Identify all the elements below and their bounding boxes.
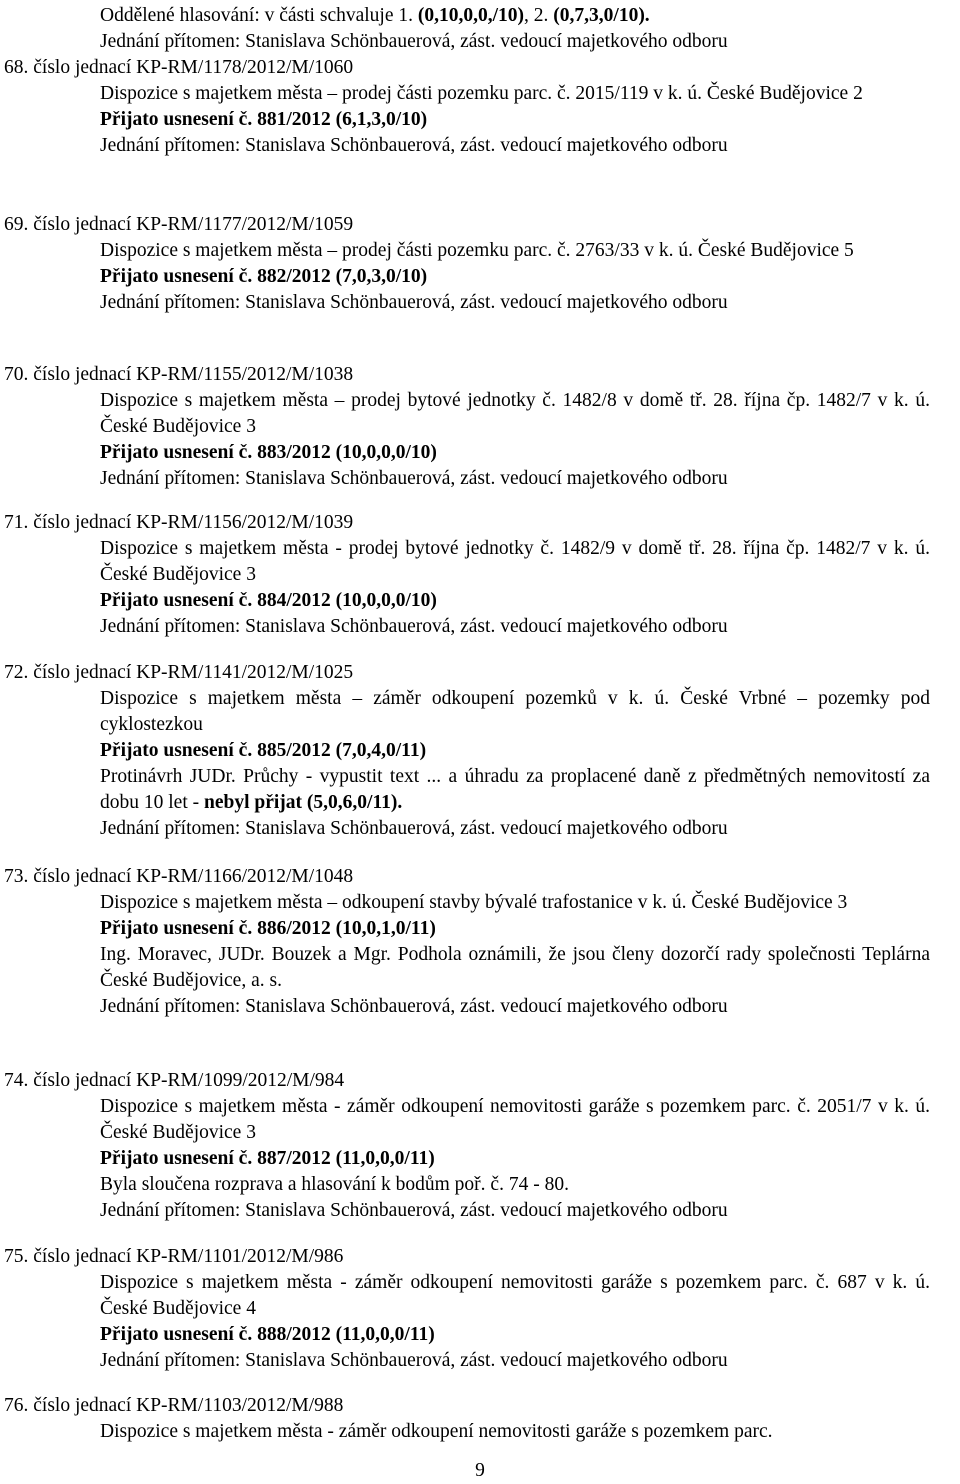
reference-number: číslo jednací KP-RM/1155/2012/M/1038 bbox=[33, 364, 354, 385]
item-number: 75. bbox=[4, 1246, 29, 1267]
presence-line: Jednání přítomen: Stanislava Schönbauerová, zást. vedoucí majetkového odboru bbox=[100, 996, 728, 1017]
item-description: Dispozice s majetkem města - záměr odkoupení nemovitosti garáže s pozemkem parc. bbox=[100, 1421, 773, 1442]
separate-voting-separator: , 2. bbox=[524, 5, 554, 26]
separate-voting-result-1: (0,10,0,0,/10) bbox=[417, 5, 525, 26]
reference-number: číslo jednací KP-RM/1103/2012/M/988 bbox=[33, 1395, 344, 1416]
item-number: 71. bbox=[4, 512, 29, 533]
item-number: 74. bbox=[4, 1070, 29, 1091]
agenda-item-71 bbox=[0, 510, 960, 640]
separate-voting-result-2: (0,7,3,0/10). bbox=[553, 5, 650, 26]
reference-number: číslo jednací KP-RM/1101/2012/M/986 bbox=[33, 1246, 344, 1267]
resolution: Přijato usnesení č. 887/2012 (11,0,0,0/11) bbox=[100, 1148, 435, 1169]
agenda-item-72 bbox=[0, 660, 960, 842]
agenda-item-70 bbox=[0, 362, 960, 492]
declaration-note: Ing. Moravec, JUDr. Bouzek a Mgr. Podhola oznámili, že jsou členy dozorčí rady společnosti Teplárna České Budějovice, a. s. bbox=[100, 944, 930, 991]
item-number: 76. bbox=[4, 1395, 29, 1416]
resolution: Přijato usnesení č. 886/2012 (10,0,1,0/11) bbox=[100, 918, 436, 939]
agenda-item-68 bbox=[0, 55, 960, 159]
item-description: Dispozice s majetkem města - záměr odkoupení nemovitosti garáže s pozemkem parc. č. 2051/7 v k. ú. České Budějovice 3 bbox=[100, 1096, 930, 1143]
merged-debate-note: Byla sloučena rozprava a hlasování k bodům poř. č. 74 - 80. bbox=[100, 1174, 569, 1195]
agenda-item-76 bbox=[0, 1393, 960, 1445]
presence-line: Jednání přítomen: Stanislava Schönbauerová, zást. vedoucí majetkového odboru bbox=[100, 616, 728, 637]
reference-number: číslo jednací KP-RM/1156/2012/M/1039 bbox=[33, 512, 354, 533]
presence-line: Jednání přítomen: Stanislava Schönbauerová, zást. vedoucí majetkového odboru bbox=[100, 1200, 728, 1221]
presence-line: Jednání přítomen: Stanislava Schönbauerová, zást. vedoucí majetkového odboru bbox=[100, 31, 728, 52]
resolution: Přijato usnesení č. 882/2012 (7,0,3,0/10) bbox=[100, 266, 428, 287]
presence-line: Jednání přítomen: Stanislava Schönbauerová, zást. vedoucí majetkového odboru bbox=[100, 1350, 728, 1371]
presence-line: Jednání přítomen: Stanislava Schönbauerová, zást. vedoucí majetkového odboru bbox=[100, 135, 728, 156]
intro-block bbox=[100, 3, 930, 55]
resolution: Přijato usnesení č. 885/2012 (7,0,4,0/11) bbox=[100, 740, 427, 761]
reference-number: číslo jednací KP-RM/1177/2012/M/1059 bbox=[33, 214, 354, 235]
item-number: 70. bbox=[4, 364, 29, 385]
counter-proposal-note bbox=[100, 764, 930, 816]
reference-number: číslo jednací KP-RM/1166/2012/M/1048 bbox=[33, 866, 354, 887]
separate-voting-line bbox=[100, 3, 930, 29]
item-number: 73. bbox=[4, 866, 29, 887]
item-description: Dispozice s majetkem města – prodej části pozemku parc. č. 2015/119 v k. ú. České Budějovice 2 bbox=[100, 83, 863, 104]
agenda-item-73 bbox=[0, 864, 960, 1020]
separate-voting-text: Oddělené hlasování: v části schvaluje 1. bbox=[100, 5, 418, 26]
item-description: Dispozice s majetkem města – prodej bytové jednotky č. 1482/8 v domě tř. 28. října čp. 1482/7 v k. ú. České Budějovice 3 bbox=[100, 390, 930, 437]
counter-proposal-result: nebyl přijat (5,0,6,0/11). bbox=[203, 792, 403, 813]
reference-number: číslo jednací KP-RM/1178/2012/M/1060 bbox=[33, 57, 354, 78]
agenda-item-69 bbox=[0, 212, 960, 316]
resolution: Přijato usnesení č. 884/2012 (10,0,0,0/10) bbox=[100, 590, 437, 611]
item-description: Dispozice s majetkem města – odkoupení stavby bývalé trafostanice v k. ú. České Budějovice 3 bbox=[100, 892, 848, 913]
presence-line: Jednání přítomen: Stanislava Schönbauerová, zást. vedoucí majetkového odboru bbox=[100, 292, 728, 313]
agenda-item-74 bbox=[0, 1068, 960, 1224]
resolution: Přijato usnesení č. 883/2012 (10,0,0,0/10) bbox=[100, 442, 437, 463]
presence-line: Jednání přítomen: Stanislava Schönbauerová, zást. vedoucí majetkového odboru bbox=[100, 818, 728, 839]
item-number: 68. bbox=[4, 57, 29, 78]
item-description: Dispozice s majetkem města – prodej části pozemku parc. č. 2763/33 v k. ú. České Budějovice 5 bbox=[100, 240, 854, 261]
item-description: Dispozice s majetkem města – záměr odkoupení pozemků v k. ú. České Vrbné – pozemky pod cyklostezkou bbox=[100, 688, 930, 735]
reference-number: číslo jednací KP-RM/1141/2012/M/1025 bbox=[33, 662, 354, 683]
item-number: 72. bbox=[4, 662, 29, 683]
reference-number: číslo jednací KP-RM/1099/2012/M/984 bbox=[33, 1070, 345, 1091]
agenda-item-75 bbox=[0, 1244, 960, 1374]
item-description: Dispozice s majetkem města - záměr odkoupení nemovitosti garáže s pozemkem parc. č. 687 v k. ú. České Budějovice 4 bbox=[100, 1272, 930, 1319]
page-number: 9 bbox=[475, 1460, 485, 1481]
presence-line: Jednání přítomen: Stanislava Schönbauerová, zást. vedoucí majetkového odboru bbox=[100, 468, 728, 489]
resolution: Přijato usnesení č. 881/2012 (6,1,3,0/10) bbox=[100, 109, 428, 130]
item-number: 69. bbox=[4, 214, 29, 235]
item-description: Dispozice s majetkem města - prodej bytové jednotky č. 1482/9 v domě tř. 28. října čp. 1482/7 v k. ú. České Budějovice 3 bbox=[100, 538, 930, 585]
resolution: Přijato usnesení č. 888/2012 (11,0,0,0/11) bbox=[100, 1324, 435, 1345]
counter-proposal-text: Protinávrh JUDr. Průchy - vypustit text ... a úhradu za proplacené daně z předmětných nemovitostí za dobu 10 let - bbox=[100, 766, 930, 813]
